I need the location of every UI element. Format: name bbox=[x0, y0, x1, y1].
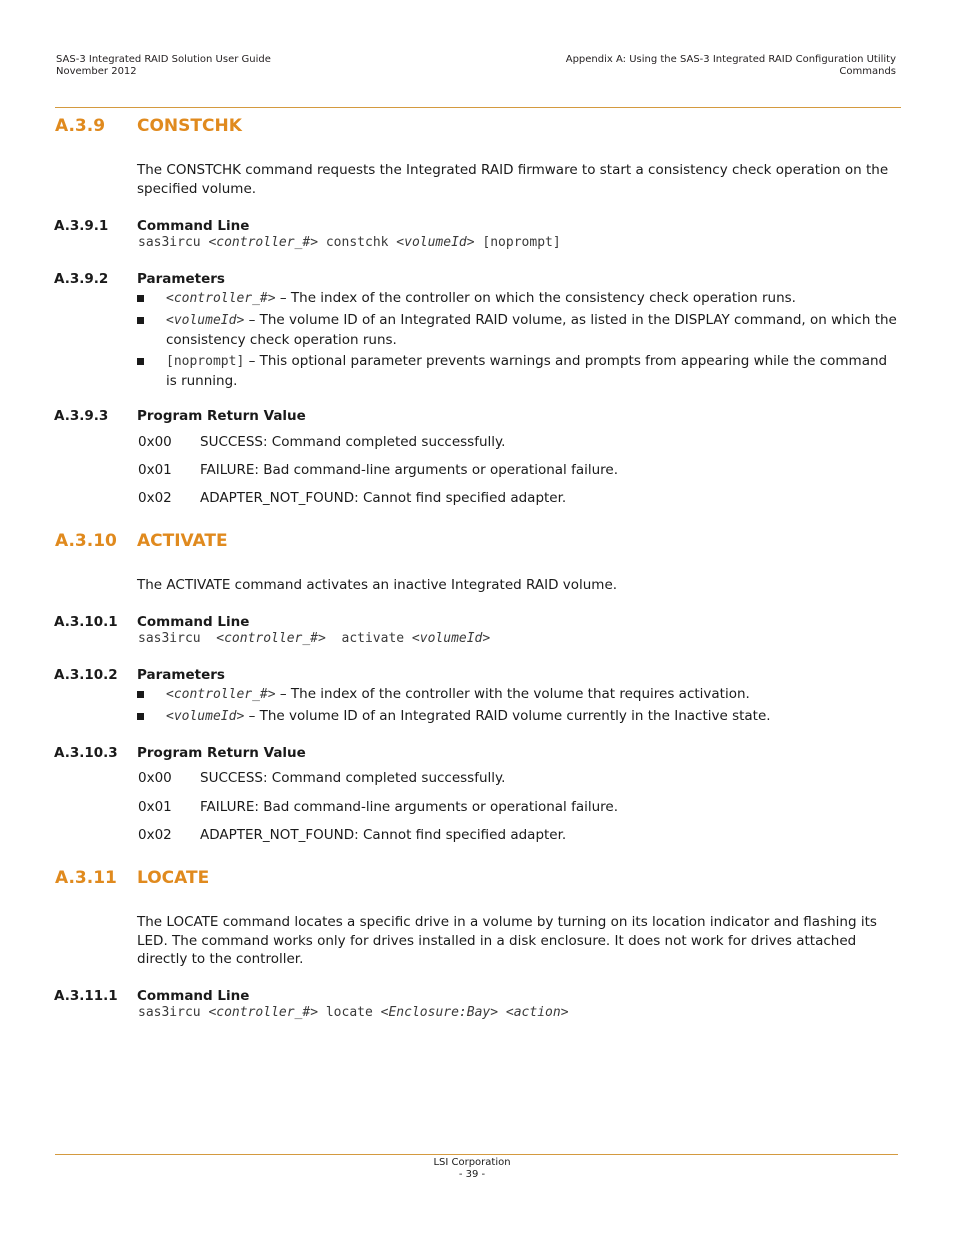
header-divider bbox=[55, 107, 901, 108]
page-number: - 39 - bbox=[458, 1169, 486, 1180]
cmd-program: sas3ircu < bbox=[138, 235, 217, 250]
return-code: 0x00 bbox=[138, 434, 172, 450]
cmd-arg-volume: volumeId bbox=[419, 631, 483, 646]
param-description: – The volume ID of an Integrated RAID volume, as listed in the DISPLAY command, on which the consistency check operation runs. bbox=[166, 312, 897, 348]
subsection-title: Program Return Value bbox=[137, 745, 306, 761]
chapter-subtitle: Commands bbox=[839, 66, 896, 77]
param-bracket: > bbox=[236, 313, 245, 328]
page-footer bbox=[0, 1157, 944, 1181]
subsection-number: A.3.9.2 bbox=[54, 271, 109, 287]
param-description: – This optional parameter prevents warnings and prompts from appearing while the command is running. bbox=[166, 353, 888, 389]
subsection-number: A.3.10.3 bbox=[54, 745, 118, 761]
command-syntax bbox=[138, 235, 561, 251]
subsection-title: Command Line bbox=[137, 988, 250, 1004]
bullet-square-icon bbox=[137, 317, 144, 324]
cmd-program: sas3ircu < bbox=[138, 1005, 217, 1020]
cmd-tail: > bbox=[560, 1005, 569, 1020]
subsection-title: Program Return Value bbox=[137, 408, 306, 424]
bullet-square-icon bbox=[137, 691, 144, 698]
subsection-number: A.3.10.1 bbox=[54, 614, 118, 630]
param-bracket: > bbox=[267, 291, 276, 306]
section-title: CONSTCHK bbox=[137, 116, 242, 136]
cmd-arg-controller: controller_# bbox=[216, 1005, 311, 1020]
cmd-verb: > activate < bbox=[318, 631, 420, 646]
return-code: 0x01 bbox=[138, 799, 172, 815]
return-description: FAILURE: Bad command-line arguments or operational failure. bbox=[200, 799, 619, 815]
return-description: ADAPTER_NOT_FOUND: Cannot find specified adapter. bbox=[200, 827, 567, 843]
cmd-verb: > locate < bbox=[310, 1005, 389, 1020]
return-description: ADAPTER_NOT_FOUND: Cannot find specified adapter. bbox=[200, 490, 567, 506]
param-description: – The index of the controller on which the consistency check operation runs. bbox=[275, 290, 796, 306]
section-number: A.3.11 bbox=[55, 868, 117, 888]
section-intro: The ACTIVATE command activates an inactive Integrated RAID volume. bbox=[137, 577, 618, 593]
section-title: LOCATE bbox=[137, 868, 210, 888]
cmd-arg-enclosure-bay: Enclosure:Bay bbox=[388, 1005, 491, 1020]
param-code: volumeId bbox=[173, 709, 237, 724]
param-description: – The volume ID of an Integrated RAID volume currently in the Inactive state. bbox=[244, 708, 771, 724]
param-bracket: < bbox=[166, 687, 174, 702]
param-bracket: < bbox=[166, 709, 174, 724]
footer-divider bbox=[55, 1154, 898, 1155]
param-bracket: > bbox=[267, 687, 276, 702]
param-description: – The index of the controller with the volume that requires activation. bbox=[275, 686, 750, 702]
subsection-title: Command Line bbox=[137, 614, 250, 630]
cmd-arg-controller: controller_# bbox=[224, 631, 319, 646]
return-description: SUCCESS: Command completed successfully. bbox=[200, 434, 506, 450]
command-syntax bbox=[138, 631, 490, 647]
cmd-verb: > constchk < bbox=[310, 235, 405, 250]
cmd-arg-action: action bbox=[513, 1005, 561, 1020]
cmd-arg-volume: volumeId bbox=[404, 235, 467, 250]
return-code: 0x02 bbox=[138, 490, 172, 506]
cmd-arg-controller: controller_# bbox=[216, 235, 311, 250]
param-code: controller_# bbox=[173, 687, 268, 702]
bullet-square-icon bbox=[137, 295, 144, 302]
subsection-number: A.3.10.2 bbox=[54, 667, 118, 683]
param-bracket: < bbox=[166, 313, 174, 328]
return-description: SUCCESS: Command completed successfully. bbox=[200, 770, 506, 786]
page-header-right bbox=[566, 54, 896, 78]
cmd-tail: > bbox=[482, 631, 491, 646]
param-code: controller_# bbox=[173, 291, 268, 306]
section-title: ACTIVATE bbox=[137, 531, 228, 551]
cmd-program: sas3ircu < bbox=[138, 631, 225, 646]
document-date: November 2012 bbox=[56, 66, 137, 77]
bullet-square-icon bbox=[137, 358, 144, 365]
footer-company: LSI Corporation bbox=[433, 1157, 511, 1168]
subsection-number: A.3.9.1 bbox=[54, 218, 109, 234]
return-code: 0x01 bbox=[138, 462, 172, 478]
cmd-separator: > < bbox=[490, 1005, 514, 1020]
subsection-title: Parameters bbox=[137, 667, 225, 683]
subsection-title: Parameters bbox=[137, 271, 225, 287]
subsection-title: Command Line bbox=[137, 218, 250, 234]
section-intro: The LOCATE command locates a specific drive in a volume by turning on its location indicator and flashing its LED. The command works only for drives installed in a disk enclosure. It does not work for drives attached directly to the controller. bbox=[137, 914, 877, 967]
subsection-number: A.3.9.3 bbox=[54, 408, 109, 424]
chapter-title: Appendix A: Using the SAS-3 Integrated RAID Configuration Utility bbox=[565, 54, 896, 65]
subsection-number: A.3.11.1 bbox=[54, 988, 118, 1004]
return-description: FAILURE: Bad command-line arguments or operational failure. bbox=[200, 462, 619, 478]
cmd-tail: > [noprompt] bbox=[466, 235, 561, 250]
page-header-left bbox=[56, 54, 271, 78]
return-code: 0x00 bbox=[138, 770, 172, 786]
param-code: volumeId bbox=[173, 313, 237, 328]
section-number: A.3.10 bbox=[55, 531, 117, 551]
command-syntax bbox=[138, 1005, 569, 1021]
param-code: [noprompt] bbox=[166, 354, 245, 369]
section-number: A.3.9 bbox=[55, 116, 106, 136]
document-title: SAS-3 Integrated RAID Solution User Guide bbox=[56, 54, 271, 65]
section-intro: The CONSTCHK command requests the Integrated RAID firmware to start a consistency check operation on the specified volume. bbox=[137, 162, 889, 197]
return-code: 0x02 bbox=[138, 827, 172, 843]
param-bracket: > bbox=[236, 709, 245, 724]
param-bracket: < bbox=[166, 291, 174, 306]
bullet-square-icon bbox=[137, 713, 144, 720]
